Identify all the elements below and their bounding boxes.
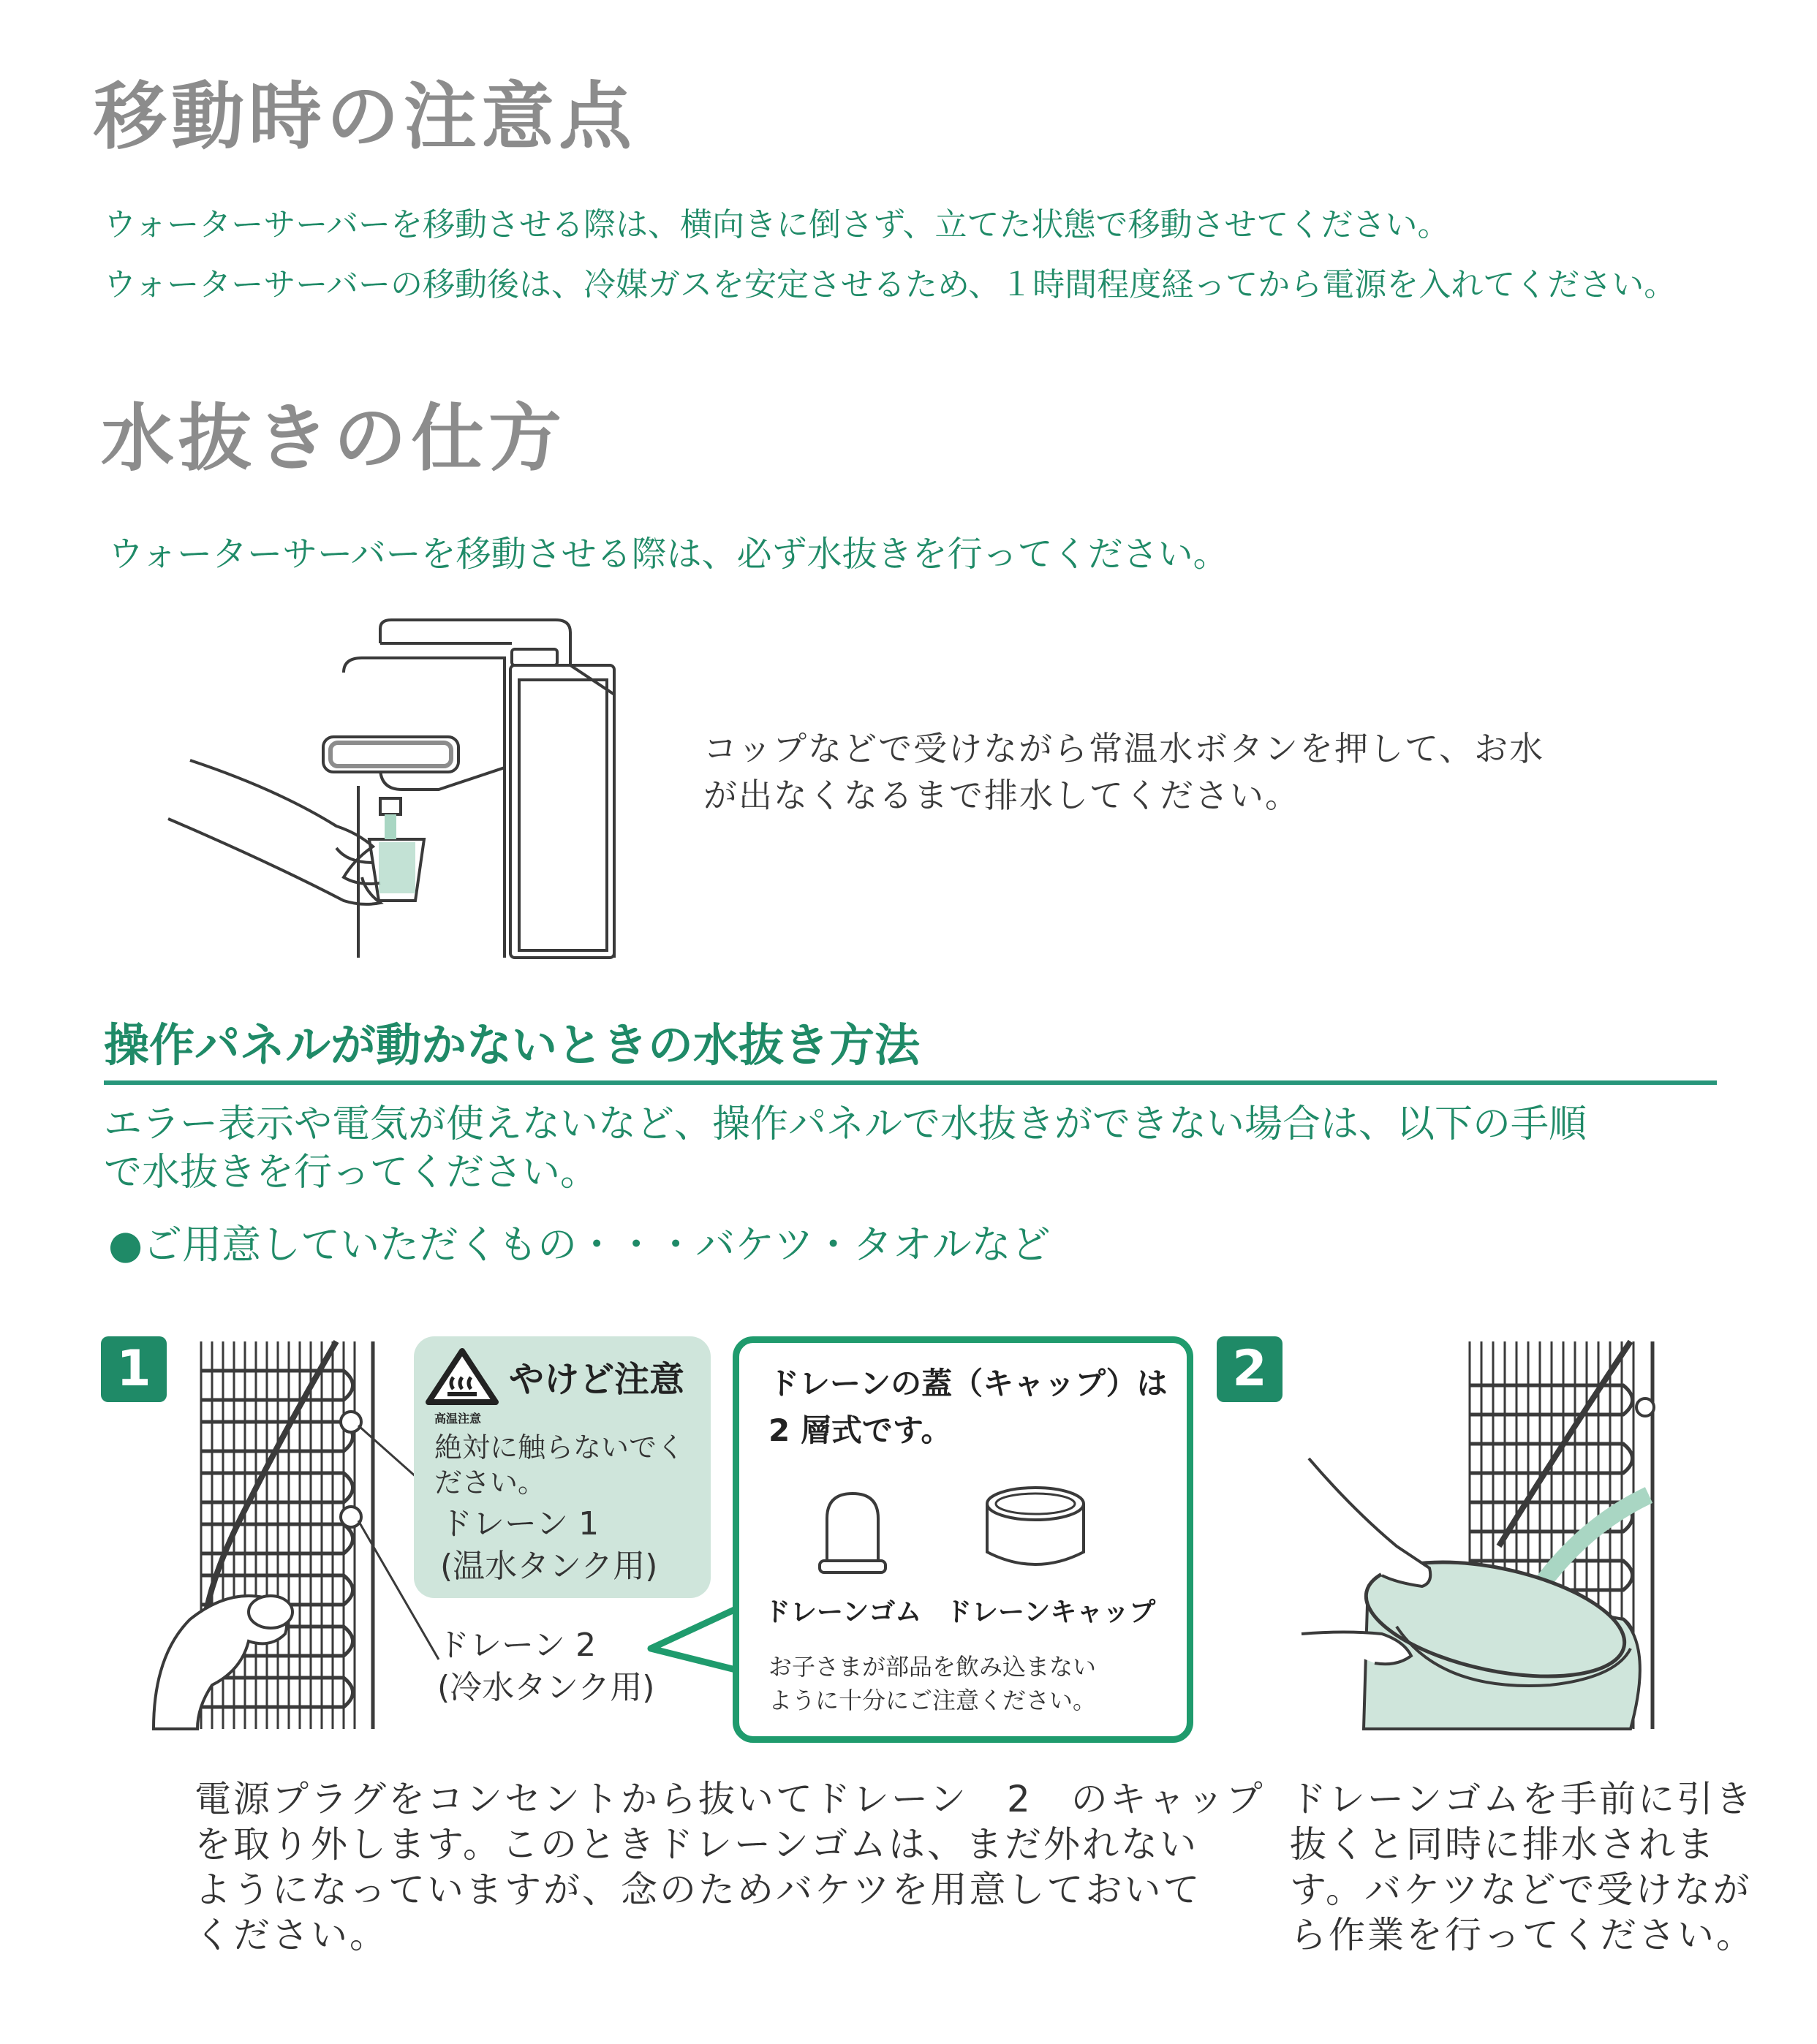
drain-cap-note-line1: お子さまが部品を飲み込まない [768, 1653, 1097, 1681]
drain1-label-line2: (温水タンク用) [440, 1548, 658, 1585]
drain-cap-note [768, 1650, 1096, 1717]
step1-caption-line2: を取り外します。このときドレーンゴムは、まだ外れない [194, 1823, 1198, 1866]
manual-drain-intro-line1: エラー表示や電気が使えないなど、操作パネルで水抜きができない場合は、以下の手順 [104, 1102, 1587, 1146]
hot-warning-icon [426, 1348, 499, 1407]
manual-drain-intro-line2: で水抜きを行ってください。 [104, 1151, 599, 1195]
drain2-label-line2: (冷水タンク用) [437, 1669, 655, 1706]
step2-caption [1290, 1776, 1755, 1958]
drain-cap-title [768, 1360, 1168, 1454]
drain-cap-icon [981, 1482, 1090, 1577]
drain-cap-title-line1: ドレーンの蓋（キャップ）は [768, 1366, 1168, 1401]
drain-cap-label: ドレーンキャップ [945, 1597, 1156, 1627]
hot-warning-icon-label: 高温注意 [434, 1412, 482, 1426]
draining-intro: ウォーターサーバーを移動させる際は、必ず水抜きを行ってください。 [108, 534, 1228, 575]
drain-cap-info-box [733, 1336, 1193, 1743]
step-number-badge-2: 2 [1217, 1336, 1283, 1402]
drain1-label-line1: ドレーン 1 [440, 1505, 600, 1543]
step2-caption-line1: ドレーンゴムを手前に引き [1290, 1778, 1754, 1820]
section-title-moving: 移動時の注意点 [94, 74, 636, 159]
manual-drain-intro [104, 1100, 1720, 1197]
burn-warning-text [434, 1430, 684, 1500]
drain1-label [440, 1503, 657, 1588]
moving-note-line1: ウォーターサーバーを移動させる際は、横向きに倒さず、立てた状態で移動させてください。 [104, 206, 1450, 243]
drain-rubber-icon [812, 1489, 900, 1577]
step-number-badge: 1 [101, 1336, 167, 1402]
burn-warning-title: やけど注意 [509, 1359, 685, 1400]
burn-warning-text-line1: 絶対に触らないでく [434, 1431, 685, 1464]
burn-warning-box [414, 1336, 711, 1598]
prepare-items: ●ご用意していただくもの・・・バケツ・タオルなど [108, 1222, 1051, 1268]
water-server-illustration [161, 614, 629, 958]
drain2-label [437, 1624, 654, 1709]
drain-rubber-label: ドレーンゴム [764, 1597, 922, 1627]
section-title-draining: 水抜きの仕方 [101, 395, 566, 481]
draining-instruction-line1: コップなどで受けながら常温水ボタンを押して、お水 [703, 729, 1545, 768]
drain-cap-title-line2: 2 層式です。 [768, 1412, 952, 1448]
burn-warning-text-line2: ださい。 [434, 1466, 546, 1499]
drain-cap-note-line2: ように十分にご注意ください。 [768, 1687, 1097, 1714]
section-title-manual-drain: 操作パネルが動かないときの水抜き方法 [104, 1018, 921, 1072]
step1-caption-line4: ください。 [194, 1914, 388, 1956]
step1-caption-line3: ようになっていますが、念のためバケツを用意しておいて [194, 1869, 1202, 1911]
draining-instruction [703, 725, 1544, 819]
section-divider [104, 1080, 1717, 1085]
draining-instruction-line2: が出なくなるまで排水してください。 [703, 776, 1300, 815]
moving-note-line2: ウォーターサーバーの移動後は、冷媒ガスを安定させるため、１時間程度経ってから電源を入れてください。 [104, 266, 1677, 303]
step2-caption-line4: ら作業を行ってください。 [1290, 1914, 1755, 1956]
step2-caption-line2: 抜くと同時に排水されま [1290, 1823, 1716, 1866]
step2-caption-line3: す。バケツなどで受けなが [1290, 1869, 1752, 1911]
bucket-drain-illustration [1309, 1341, 1674, 1729]
step1-caption [194, 1776, 1265, 1958]
drain2-label-line1: ドレーン 2 [437, 1627, 597, 1664]
step1-caption-line1: 電源プラグをコンセントから抜いてドレーン 2 のキャップ [194, 1778, 1265, 1820]
